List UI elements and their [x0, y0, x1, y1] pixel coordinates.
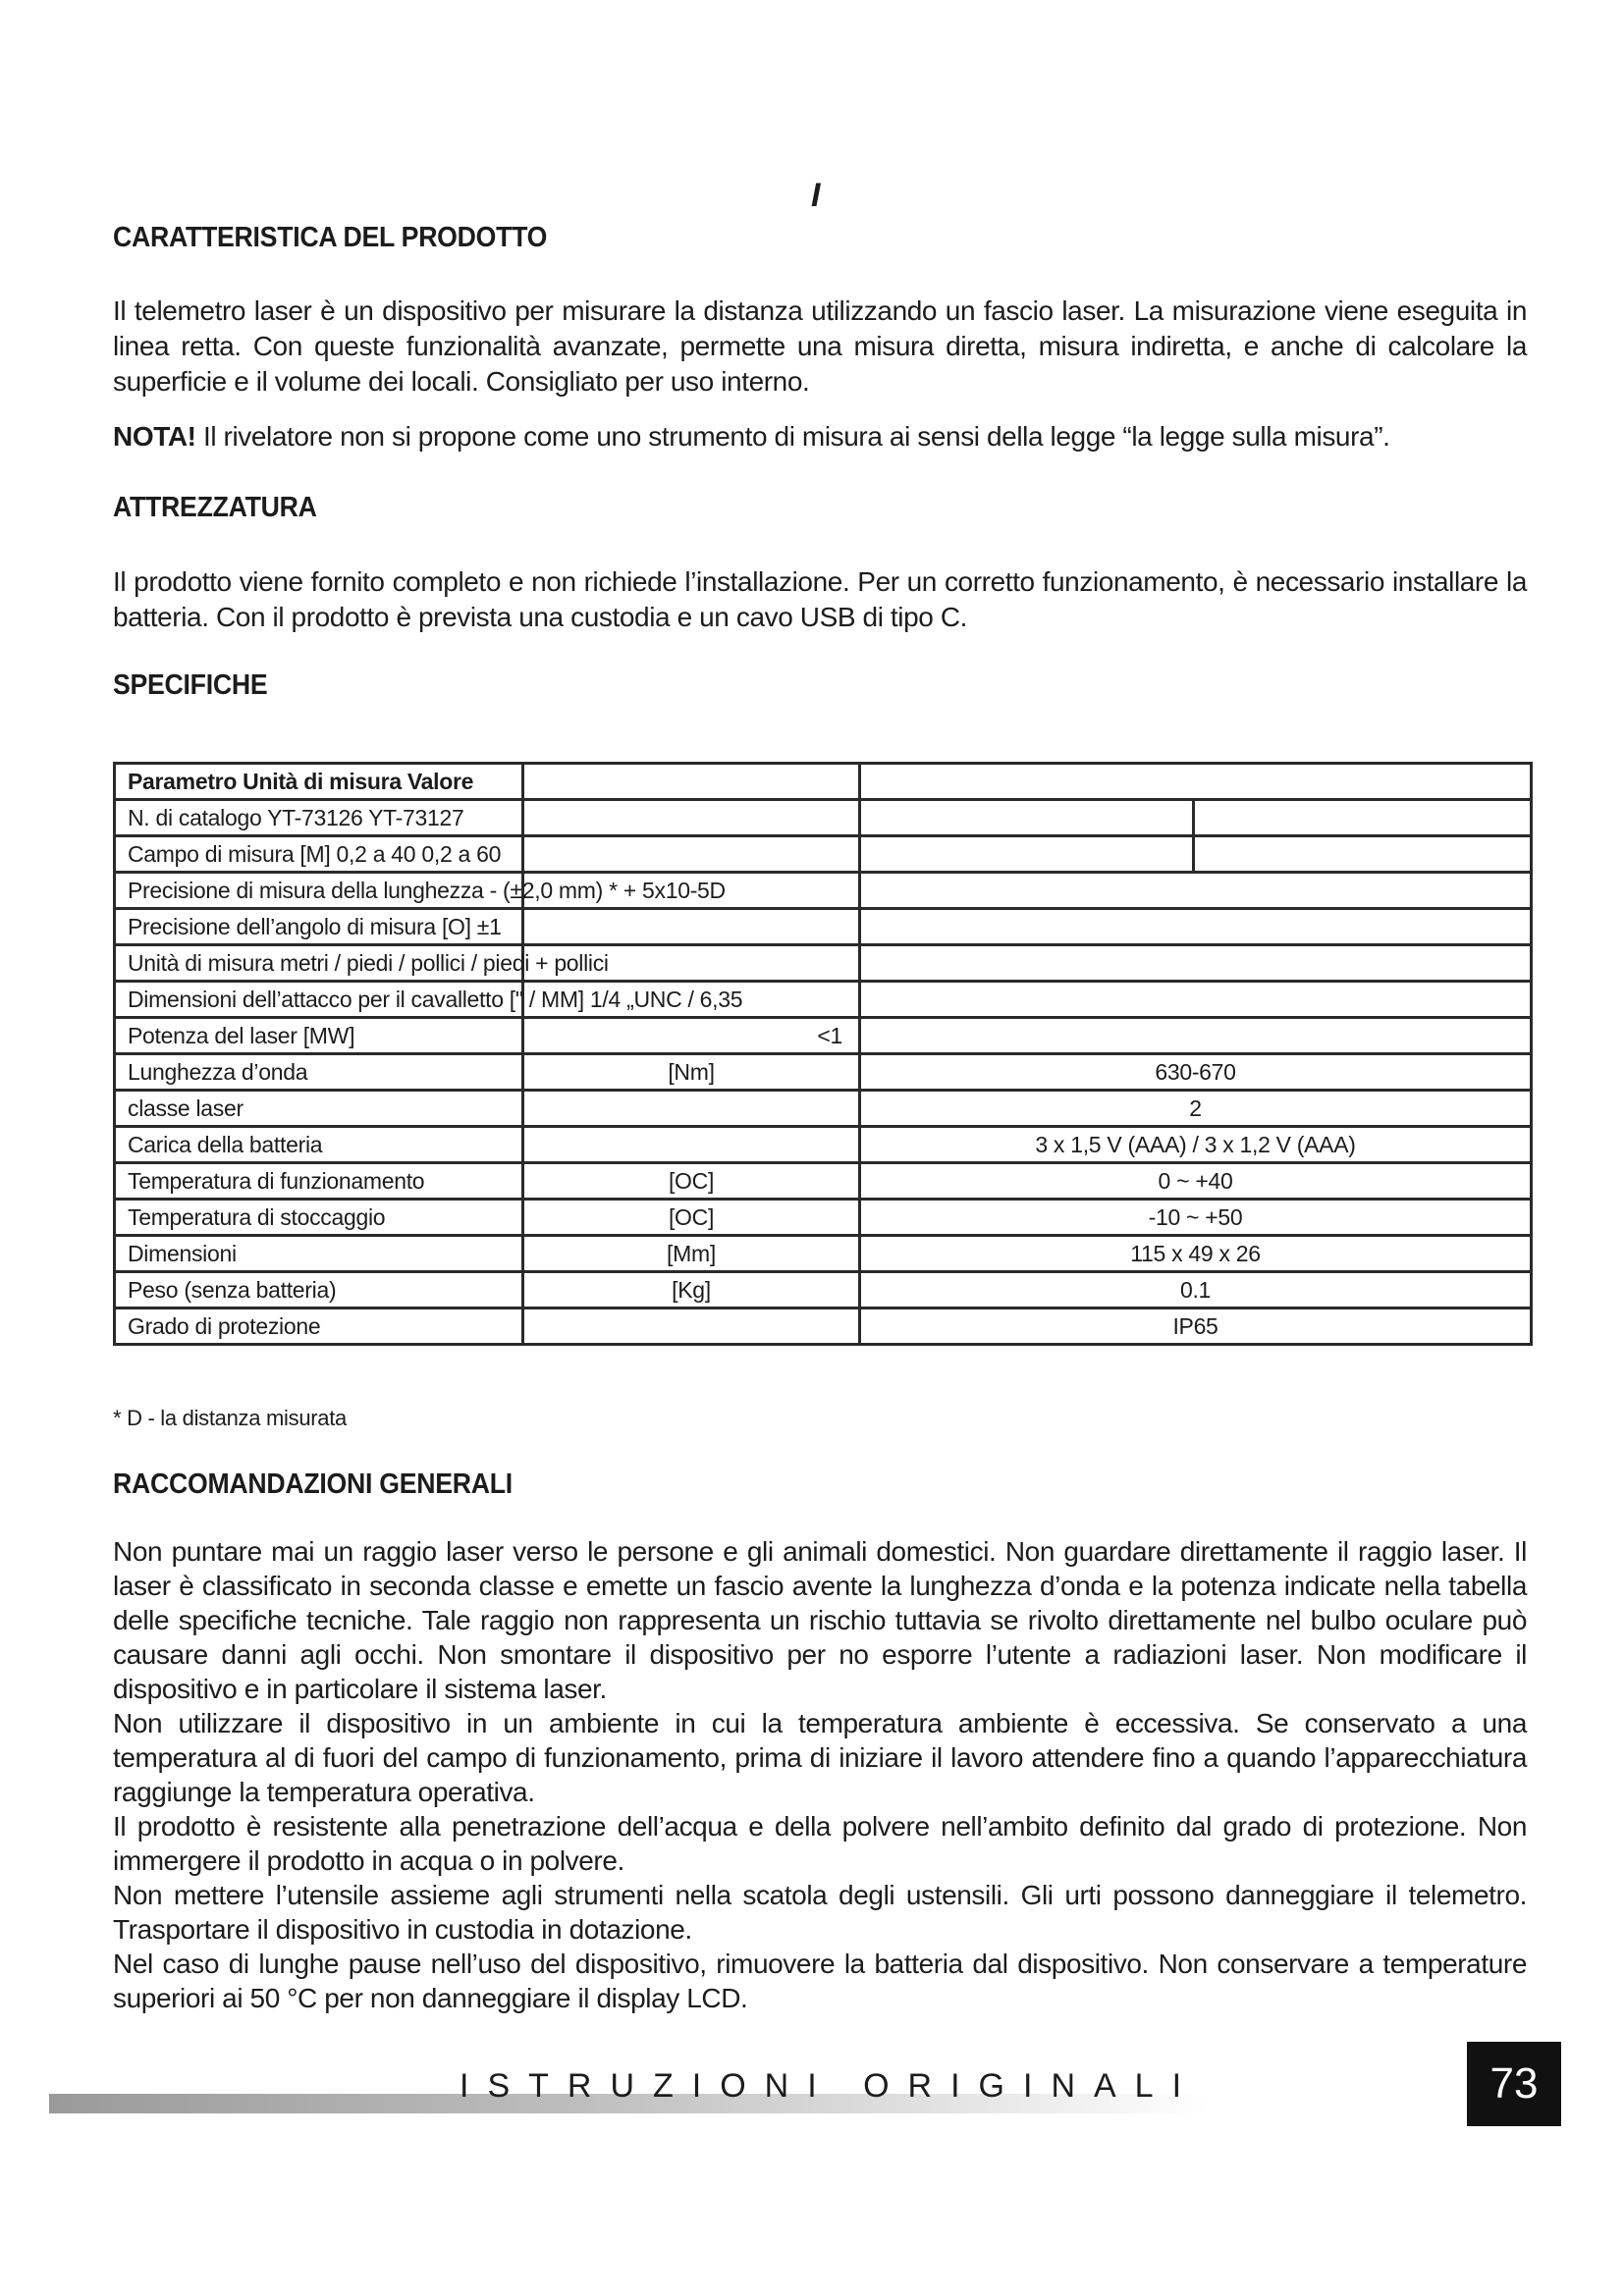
- table-footnote: * D - la distanza misurata: [113, 1406, 347, 1430]
- table-row: [115, 1200, 1532, 1236]
- specifications-table: [113, 762, 1533, 1346]
- table-row: [115, 1308, 1532, 1345]
- heading-specifications: SPECIFICHE: [113, 669, 268, 701]
- table-cell: [OC]: [523, 1163, 860, 1200]
- table-cell: [Nm]: [523, 1054, 860, 1091]
- page-number: 73: [1467, 2042, 1561, 2126]
- table-cell: [523, 1308, 860, 1345]
- table-cell: Carica della batteria: [115, 1127, 523, 1163]
- table-cell: 0.1: [860, 1272, 1532, 1308]
- table-cell: Precisione dell’angolo di misura [O] ±1: [115, 909, 523, 945]
- table-cell: [860, 800, 1194, 836]
- table-row: [115, 1236, 1532, 1272]
- table-row: [115, 1163, 1532, 1200]
- table-cell: classe laser: [115, 1091, 523, 1127]
- table-cell: [860, 909, 1532, 945]
- table-cell: Campo di misura [M] 0,2 a 40 0,2 a 60: [115, 836, 523, 873]
- upper-content: [113, 222, 1527, 745]
- table-cell: Peso (senza batteria): [115, 1272, 523, 1308]
- paragraph-product-description: Il telemetro laser è un dispositivo per misurare la distanza utilizzando un fascio laser. La misurazione viene eseguita in linea retta. Con queste funzionalità avanzate, permette una misura diretta, misura indiretta, e anche di calcolare la superficie e il volume dei locali. Consigliato per uso interno.: [113, 295, 1527, 397]
- table-row: [115, 836, 1532, 873]
- general-recommendations: [113, 1468, 1527, 2015]
- table-cell: [523, 800, 860, 836]
- table-cell: [523, 764, 860, 800]
- table-cell: [860, 982, 1532, 1018]
- note-text: Il rivelatore non si propone come uno strumento di misura ai sensi della legge “la legge sulla misura”.: [195, 421, 1390, 452]
- table-cell: Potenza del laser [MW]: [115, 1018, 523, 1054]
- table-cell: Precisione di misura della lunghezza - (±2,0 mm) * + 5x10-5D: [115, 873, 523, 909]
- table-cell: N. di catalogo YT-73126 YT-73127: [115, 800, 523, 836]
- table-cell: 3 x 1,5 V (AAA) / 3 x 1,2 V (AAA): [860, 1127, 1532, 1163]
- table-cell: [1194, 836, 1532, 873]
- note-paragraph: [113, 419, 1527, 454]
- language-marker: I: [811, 177, 821, 214]
- table-cell: 0 ~ +40: [860, 1163, 1532, 1200]
- table-cell: 2: [860, 1091, 1532, 1127]
- paragraph-general: Non mettere l’utensile assieme agli strumenti nella scatola degli ustensili. Gli urti possono danneggiare il telemetro. Trasportare il dispositivo in custodia in dotazione.: [113, 1880, 1527, 1945]
- table-row: [115, 1091, 1532, 1127]
- table-cell: [Kg]: [523, 1272, 860, 1308]
- table-cell: [Mm]: [523, 1236, 860, 1272]
- table-cell: Temperatura di funzionamento: [115, 1163, 523, 1200]
- table-cell: [1194, 800, 1532, 836]
- table-cell: Grado di protezione: [115, 1308, 523, 1345]
- table-cell: [523, 836, 860, 873]
- footer-title: ISTRUZIONI ORIGINALI: [460, 2067, 1201, 2105]
- table-row: [115, 945, 1532, 982]
- table-row: [115, 1018, 1532, 1054]
- table-cell: [860, 764, 1532, 800]
- table-row: [115, 982, 1532, 1018]
- paragraph-general: Il prodotto è resistente alla penetrazione dell’acqua e della polvere nell’ambito definito dal grado di protezione. Non immergere il prodotto in acqua o in polvere.: [113, 1811, 1527, 1876]
- table-cell: Dimensioni: [115, 1236, 523, 1272]
- paragraph-general: Non utilizzare il dispositivo in un ambiente in cui la temperatura ambiente è eccessiva. Se conservato a una temperatura al di fuori del campo di funzionamento, prima di iniziare il lavoro attendere fino a quando l’apparecchiatura raggiunge la temperatura operativa.: [113, 1708, 1527, 1807]
- table-cell: Dimensioni dell’attacco per il cavalletto [" / MM] 1/4 „UNC / 6,35: [115, 982, 523, 1018]
- paragraph-equipment: Il prodotto viene fornito completo e non richiede l’installazione. Per un corretto funzionamento, è necessario installare la batteria. Con il prodotto è prevista una custodia e un cavo USB di tipo C.: [113, 566, 1527, 632]
- heading-product-features: CARATTERISTICA DEL PRODOTTO: [113, 222, 548, 253]
- table-cell: <1: [523, 1018, 860, 1054]
- table-header-cell: Parametro Unità di misura Valore: [115, 764, 523, 800]
- table-cell: [523, 909, 860, 945]
- table-row: [115, 909, 1532, 945]
- table-cell: [860, 1018, 1532, 1054]
- table-cell: [860, 945, 1532, 982]
- heading-equipment: ATTREZZATURA: [113, 492, 317, 523]
- table-cell: Unità di misura metri / piedi / pollici / piedi + pollici: [115, 945, 523, 982]
- paragraph-general: Non puntare mai un raggio laser verso le persone e gli animali domestici. Non guardare direttamente il raggio laser. Il laser è classificato in seconda classe e emette un fascio avente la lunghezza d’onda e la potenza indicate nella tabella delle specifiche tecniche. Tale raggio non rappresenta un rischio tuttavia se rivolto direttamente nel bulbo oculare può causare danni agli occhi. Non smontare il dispositivo per no esporre l’utente a radiazioni laser. Non modificare il dispositivo e in particolare il sistema laser.: [113, 1536, 1527, 1704]
- table-cell: [523, 1127, 860, 1163]
- table-row: [115, 800, 1532, 836]
- note-label: NOTA!: [113, 421, 196, 452]
- table-cell: Temperatura di stoccaggio: [115, 1200, 523, 1236]
- table-cell: Lunghezza d’onda: [115, 1054, 523, 1091]
- table-row: [115, 1272, 1532, 1308]
- paragraph-general: Nel caso di lunghe pause nell’uso del dispositivo, rimuovere la batteria dal dispositivo. Non conservare a temperature superiori ai 50 °C per non danneggiare il display LCD.: [113, 1949, 1527, 2013]
- table-cell: -10 ~ +50: [860, 1200, 1532, 1236]
- heading-general-recommendations: RACCOMANDAZIONI GENERALI: [113, 1468, 513, 1500]
- spec-rows: [115, 1054, 1532, 1345]
- table-cell: [860, 836, 1194, 873]
- table-row: [115, 1127, 1532, 1163]
- table-cell: [523, 1091, 860, 1127]
- table-cell: 630-670: [860, 1054, 1532, 1091]
- table-row: [115, 873, 1532, 909]
- table-cell: [OC]: [523, 1200, 860, 1236]
- table-header-row: [115, 764, 1532, 800]
- table-row: [115, 1054, 1532, 1091]
- table-cell: [860, 873, 1532, 909]
- table-cell: 115 x 49 x 26: [860, 1236, 1532, 1272]
- table-cell: IP65: [860, 1308, 1532, 1345]
